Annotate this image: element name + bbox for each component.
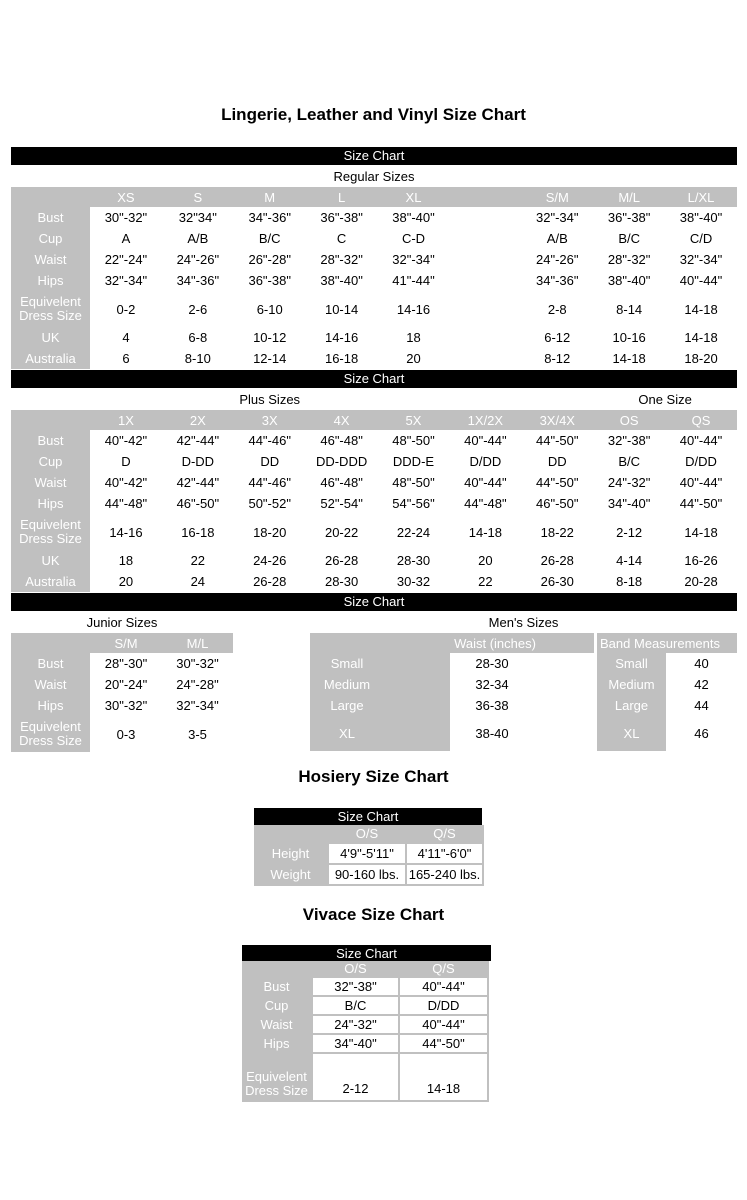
data-cell: 90-160 lbs.	[329, 865, 405, 884]
data-cell: 34"-36"	[521, 270, 593, 291]
column-header: M	[234, 187, 306, 207]
data-cell: 18-20	[665, 348, 737, 369]
vivace-size-table	[242, 961, 489, 1102]
data-cell: 34"-40"	[313, 1035, 398, 1052]
data-cell: B/C	[234, 228, 306, 249]
data-cell: 50"-52"	[234, 493, 306, 514]
data-cell: 44"-48"	[449, 493, 521, 514]
data-cell: D-DD	[162, 451, 234, 472]
data-cell: 2-6	[162, 291, 234, 327]
data-cell: 26-28	[234, 571, 306, 592]
data-cell: 32"-34"	[162, 695, 233, 716]
data-cell: 6-8	[162, 327, 234, 348]
data-cell: 6-10	[234, 291, 306, 327]
row-label: Hips	[11, 493, 90, 514]
data-cell: 2-12	[593, 514, 665, 550]
data-cell: 46"-48"	[306, 430, 378, 451]
data-cell: DD	[521, 451, 593, 472]
data-cell: 44"-50"	[665, 493, 737, 514]
column-header: O/S	[329, 825, 405, 842]
data-cell: B/C	[593, 228, 665, 249]
data-cell: B/C	[593, 451, 665, 472]
data-cell: 22	[162, 550, 234, 571]
row-label: Australia	[11, 571, 90, 592]
row-label: Equivelent Dress Size	[11, 514, 90, 550]
data-cell: C-D	[378, 228, 450, 249]
column-header: QS	[665, 410, 737, 430]
data-cell: 28-30	[378, 550, 450, 571]
data-cell: 32"-34"	[521, 207, 593, 228]
row-label: Cup	[242, 997, 311, 1014]
column-header: Band Measurements	[597, 633, 737, 653]
column-header: 1X/2X	[449, 410, 521, 430]
row-label: Equivelent Dress Size	[11, 291, 90, 327]
data-cell: 44"-50"	[521, 430, 593, 451]
data-cell: 2-12	[313, 1054, 398, 1100]
data-cell: 40"-44"	[665, 472, 737, 493]
mens-sizes-table	[310, 633, 737, 751]
data-cell: 14-18	[665, 291, 737, 327]
data-cell: 26"-28"	[234, 249, 306, 270]
one-size-subtitle: One Size	[638, 391, 692, 407]
data-cell	[449, 249, 521, 270]
data-cell: 8-12	[521, 348, 593, 369]
row-label: Hips	[242, 1035, 311, 1052]
data-cell: 40"-44"	[400, 978, 487, 995]
data-cell: 42"-44"	[162, 430, 234, 451]
row-label: Small	[597, 653, 666, 674]
data-cell: 0-3	[90, 716, 162, 752]
data-cell: 42"-44"	[162, 472, 234, 493]
data-cell	[449, 291, 521, 327]
data-cell: 22"-24"	[90, 249, 162, 270]
data-cell: 32"34"	[162, 207, 234, 228]
column-header: OS	[593, 410, 665, 430]
row-label: Cup	[11, 451, 90, 472]
data-cell: 24"-26"	[162, 249, 234, 270]
data-cell: 28"-30"	[90, 653, 162, 674]
data-cell: 18	[378, 327, 450, 348]
data-cell: A	[90, 228, 162, 249]
corner-cell	[11, 410, 90, 430]
data-cell: 44"-48"	[90, 493, 162, 514]
column-header: M/L	[593, 187, 665, 207]
row-label: Height	[254, 844, 327, 863]
mens-sizes-grid	[310, 633, 737, 751]
data-cell: 24-26	[234, 550, 306, 571]
data-cell: A/B	[521, 228, 593, 249]
data-cell: 14-18	[400, 1054, 487, 1100]
data-cell	[449, 270, 521, 291]
junior-sizes-subtitle: Junior Sizes	[86, 614, 158, 630]
corner-cell	[254, 825, 327, 842]
data-cell: 20	[90, 571, 162, 592]
vivace-title: Vivace Size Chart	[302, 905, 445, 924]
size-chart-bar-junior-mens: Size Chart	[11, 593, 737, 611]
data-cell: 40	[666, 653, 737, 674]
data-cell: 10-16	[593, 327, 665, 348]
column-header: M/L	[162, 633, 233, 653]
data-cell: 24	[162, 571, 234, 592]
row-label: Large	[310, 695, 450, 716]
data-cell: 0-2	[90, 291, 162, 327]
size-chart-bar-hosiery: Size Chart	[254, 808, 482, 825]
data-cell: D	[90, 451, 162, 472]
data-cell: 2-8	[521, 291, 593, 327]
data-cell: 44	[666, 695, 737, 716]
row-label: XL	[310, 716, 450, 751]
data-cell: D/DD	[400, 997, 487, 1014]
row-label: XL	[597, 716, 666, 751]
data-cell: 12-14	[234, 348, 306, 369]
data-cell: 10-14	[306, 291, 378, 327]
row-label: Bust	[11, 653, 90, 674]
data-cell: 32"-34"	[378, 249, 450, 270]
junior-mens-tables	[11, 633, 737, 752]
data-cell: 8-10	[162, 348, 234, 369]
data-cell: 4	[90, 327, 162, 348]
data-cell: 16-18	[306, 348, 378, 369]
data-cell: 42	[666, 674, 737, 695]
plus-subtitle-row	[11, 388, 737, 410]
mens-sizes-subtitle: Men's Sizes	[488, 614, 559, 630]
data-cell: 14-18	[593, 348, 665, 369]
data-cell: 46"-50"	[521, 493, 593, 514]
data-cell: 32"-38"	[313, 978, 398, 995]
data-cell: 24"-32"	[313, 1016, 398, 1033]
data-cell: 14-16	[90, 514, 162, 550]
data-cell: 24"-28"	[162, 674, 233, 695]
column-header: 4X	[306, 410, 378, 430]
corner-cell	[11, 187, 90, 207]
data-cell: 38"-40"	[378, 207, 450, 228]
row-label: Waist	[11, 472, 90, 493]
data-cell: D/DD	[665, 451, 737, 472]
data-cell: 46"-48"	[306, 472, 378, 493]
data-cell	[449, 348, 521, 369]
column-header: S/M	[90, 633, 162, 653]
data-cell: 40"-42"	[90, 472, 162, 493]
data-cell: 18-20	[234, 514, 306, 550]
data-cell: 48"-50"	[378, 430, 450, 451]
data-cell: 38-40	[450, 716, 594, 751]
hosiery-size-table	[254, 825, 484, 886]
data-cell: DD	[234, 451, 306, 472]
data-cell: 28"-32"	[593, 249, 665, 270]
data-cell: 22-24	[378, 514, 450, 550]
row-label: UK	[11, 550, 90, 571]
column-header: Waist (inches)	[310, 633, 594, 653]
data-cell: 48"-50"	[378, 472, 450, 493]
column-header: 3X	[234, 410, 306, 430]
row-label: Equivelent Dress Size	[242, 1054, 311, 1100]
column-header: L/XL	[665, 187, 737, 207]
column-header: L	[306, 187, 378, 207]
column-header: S	[162, 187, 234, 207]
column-header: 3X/4X	[521, 410, 593, 430]
data-cell: 36"-38"	[593, 207, 665, 228]
junior-sizes-table	[11, 633, 233, 752]
data-cell: 32"-34"	[90, 270, 162, 291]
data-cell: 165-240 lbs.	[408, 867, 481, 882]
data-cell: 4'11"-6'0"	[407, 844, 482, 863]
data-cell: 44"-46"	[234, 430, 306, 451]
data-cell: 32-34	[450, 674, 594, 695]
data-cell: DDD-E	[378, 451, 450, 472]
data-cell: 28"-32"	[306, 249, 378, 270]
row-label: Bust	[242, 978, 311, 995]
row-label: Medium	[310, 674, 450, 695]
data-cell: DD-DDD	[306, 451, 378, 472]
row-label: Hips	[11, 270, 90, 291]
data-cell: 34"-36"	[162, 270, 234, 291]
data-cell	[449, 327, 521, 348]
row-label: Waist	[242, 1016, 311, 1033]
row-label: Bust	[11, 207, 90, 228]
data-cell: 26-28	[306, 550, 378, 571]
data-cell: 30"-32"	[90, 695, 162, 716]
data-cell: 46"-50"	[162, 493, 234, 514]
regular-sizes-subtitle: Regular Sizes	[333, 168, 415, 184]
data-cell	[449, 228, 521, 249]
data-cell: D/DD	[449, 451, 521, 472]
data-cell: 8-18	[593, 571, 665, 592]
data-cell: 38"-40"	[593, 270, 665, 291]
data-cell: 16-26	[665, 550, 737, 571]
data-cell: 28-30	[450, 653, 594, 674]
size-chart-bar-vivace: Size Chart	[242, 945, 491, 961]
data-cell: 20	[449, 550, 521, 571]
size-chart-content	[11, 147, 737, 752]
row-label: UK	[11, 327, 90, 348]
data-cell: 18	[90, 550, 162, 571]
data-cell: C/D	[665, 228, 737, 249]
data-cell: 30-32	[378, 571, 450, 592]
row-label: Hips	[11, 695, 90, 716]
data-cell: 30"-32"	[162, 653, 233, 674]
hosiery-title: Hosiery Size Chart	[298, 767, 449, 786]
data-cell: 46	[666, 716, 737, 751]
data-cell: 54"-56"	[378, 493, 450, 514]
data-cell: 26-28	[521, 550, 593, 571]
row-label: Australia	[11, 348, 90, 369]
row-label: Weight	[254, 865, 327, 884]
data-cell: 24"-32"	[593, 472, 665, 493]
row-label: Large	[597, 695, 666, 716]
data-cell: 40"-44"	[400, 1016, 487, 1033]
data-cell: 22	[449, 571, 521, 592]
data-cell	[449, 207, 521, 228]
data-cell: 18-22	[521, 514, 593, 550]
column-header: O/S	[313, 961, 398, 976]
data-cell: 40"-44"	[449, 430, 521, 451]
plus-sizes-table	[11, 410, 737, 592]
data-cell: 38"-40"	[665, 207, 737, 228]
row-label: Medium	[597, 674, 666, 695]
data-cell: 28-30	[306, 571, 378, 592]
data-cell: 26-30	[521, 571, 593, 592]
data-cell: C	[306, 228, 378, 249]
column-header: Q/S	[400, 961, 487, 976]
data-cell: 32"-38"	[593, 430, 665, 451]
row-label: Equivelent Dress Size	[11, 716, 90, 752]
size-chart-bar-regular: Size Chart	[11, 147, 737, 165]
data-cell: 40"-44"	[665, 430, 737, 451]
column-header: 1X	[90, 410, 162, 430]
data-cell: 40"-42"	[90, 430, 162, 451]
row-label: Waist	[11, 674, 90, 695]
column-header: XL	[378, 187, 450, 207]
plus-sizes-subtitle: Plus Sizes	[239, 391, 301, 407]
page-title: Lingerie, Leather and Vinyl Size Chart	[221, 105, 526, 124]
column-header: XS	[90, 187, 162, 207]
data-cell: 30"-32"	[90, 207, 162, 228]
data-cell: 4'9"-5'11"	[329, 844, 405, 863]
data-cell: 40"-44"	[449, 472, 521, 493]
data-cell: 44"-46"	[234, 472, 306, 493]
corner-cell	[242, 961, 311, 976]
data-cell: 36"-38"	[234, 270, 306, 291]
data-cell: 36-38	[450, 695, 594, 716]
column-header: S/M	[521, 187, 593, 207]
data-cell: 4-14	[593, 550, 665, 571]
data-cell: 6-12	[521, 327, 593, 348]
data-cell: 6	[90, 348, 162, 369]
data-cell: 40"-44"	[665, 270, 737, 291]
column-header	[449, 187, 521, 207]
regular-sizes-table	[11, 187, 737, 369]
data-cell: 14-16	[378, 291, 450, 327]
junior-mens-subtitle-row	[11, 611, 737, 633]
data-cell: 20-28	[665, 571, 737, 592]
size-chart-bar-plus: Size Chart	[11, 370, 737, 388]
data-cell: 44"-50"	[521, 472, 593, 493]
data-cell: 8-14	[593, 291, 665, 327]
data-cell: B/C	[313, 997, 398, 1014]
data-cell: 16-18	[162, 514, 234, 550]
data-cell: A/B	[162, 228, 234, 249]
data-cell: 24"-26"	[521, 249, 593, 270]
row-label: Bust	[11, 430, 90, 451]
data-cell: 44"-50"	[400, 1035, 487, 1052]
data-cell: 14-18	[665, 327, 737, 348]
data-cell: 10-12	[234, 327, 306, 348]
column-header: 5X	[378, 410, 450, 430]
data-cell: 20	[378, 348, 450, 369]
column-header: Q/S	[407, 825, 482, 842]
data-cell: 32"-34"	[665, 249, 737, 270]
data-cell: 52"-54"	[306, 493, 378, 514]
row-label: Waist	[11, 249, 90, 270]
data-cell: 14-18	[665, 514, 737, 550]
data-cell: 34"-40"	[593, 493, 665, 514]
column-header: 2X	[162, 410, 234, 430]
data-cell: 20-22	[306, 514, 378, 550]
data-cell: 34"-36"	[234, 207, 306, 228]
data-cell: 20"-24"	[90, 674, 162, 695]
data-cell: 14-18	[449, 514, 521, 550]
data-cell: 3-5	[162, 716, 233, 752]
data-cell: 38"-40"	[306, 270, 378, 291]
corner-cell	[11, 633, 90, 653]
data-cell: 14-16	[306, 327, 378, 348]
data-cell: 41"-44"	[378, 270, 450, 291]
row-label: Small	[310, 653, 450, 674]
data-cell: 36"-38"	[306, 207, 378, 228]
row-label: Cup	[11, 228, 90, 249]
